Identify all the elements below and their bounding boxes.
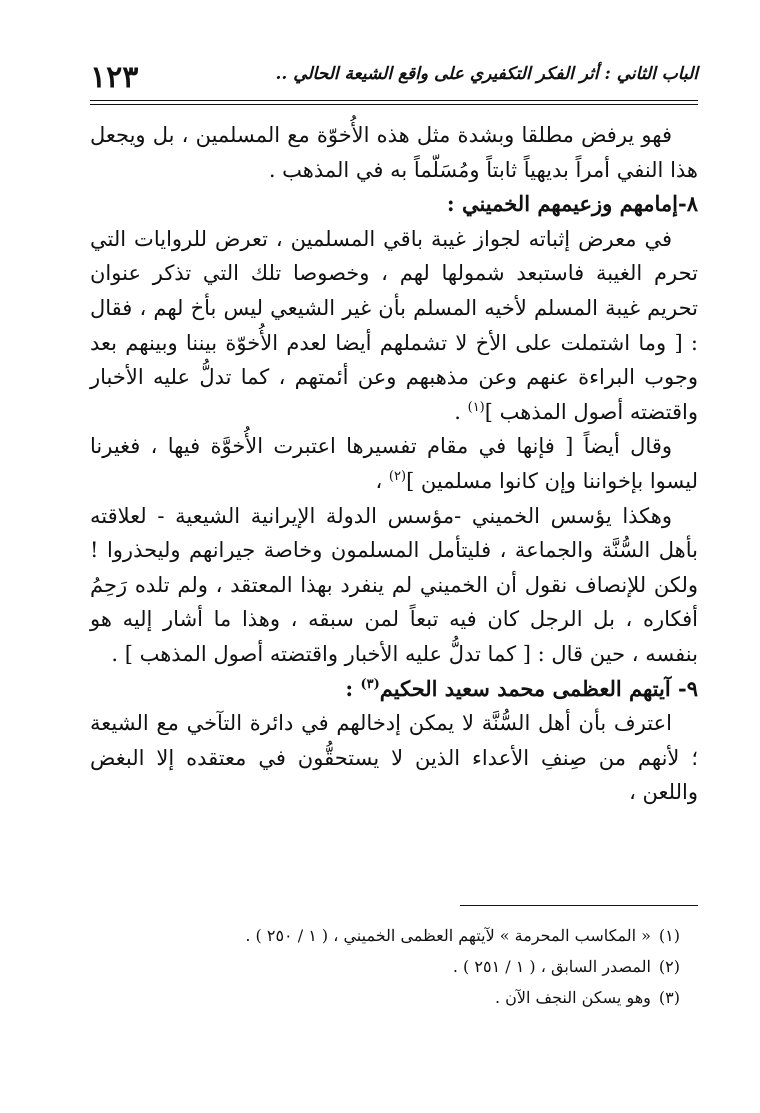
footnote-1 bbox=[90, 920, 680, 951]
running-header bbox=[90, 56, 698, 104]
heading-9-end: : bbox=[345, 675, 361, 701]
footnote-ref-1: (١) bbox=[467, 399, 485, 415]
footnote-text: المصدر السابق ، ( ١ / ٢٥١ ) . bbox=[452, 957, 651, 976]
paragraph-2-end: . bbox=[454, 399, 468, 424]
paragraph-3-end: ، bbox=[375, 468, 389, 493]
footnote-number: (٣) bbox=[658, 988, 680, 1007]
paragraph-1: فهو يرفض مطلقا وبشدة مثل هذه الأُخوّة مع المسلمين ، بل ويجعل هذا النفي أمراً بديهياً ثابتاً ومُسَلّماً به في المذهب . bbox=[90, 123, 698, 182]
paragraph-3 bbox=[90, 429, 698, 498]
page-number: ١٢٣ bbox=[90, 60, 139, 95]
footnote-3 bbox=[90, 982, 680, 1013]
paragraph-2-text: في معرض إثباته لجواز غيبة باقي المسلمين ، تعرض للروايات التي تحرم الغيبة فاستبعد شمولها لهم ، وخصوصا تلك التي تذكر عنوان تحريم غيبة المسلم لأخيه المسلم بأن غير الشيعي ليس بأخ لهم ، فقال : [ وما اشتملت على الأخ لا تشملهم أيضا لعدم الأُخوّة بيننا وبينهم بعد وجوب البراءة عنهم وعن مذهبهم وعن أئمتهم ، كما تدلُّ عليه الأخبار واقتضته أصول المذهب ] bbox=[90, 226, 698, 424]
main-text bbox=[90, 118, 698, 810]
paragraph-3-text: وقال أيضاً [ فإنها في مقام تفسيرها اعتبرت الأُخوَّة فيها ، فغيرنا ليسوا بإخواننا وإن كانوا مسلمين ] bbox=[90, 434, 698, 493]
footnote-text: « المكاسب المحرمة » لآيتهم العظمى الخميني ، ( ١ / ٢٥٠ ) . bbox=[245, 926, 651, 945]
footnote-2 bbox=[90, 951, 680, 982]
paragraph-2 bbox=[90, 222, 698, 430]
running-title: الباب الثاني : أثر الفكر التكفيري على واقع الشيعة الحالي .. bbox=[275, 64, 698, 84]
heading-8: ٨-إمامهم وزعيمهم الخميني : bbox=[446, 191, 698, 217]
footnotes bbox=[90, 920, 680, 1013]
heading-9 bbox=[90, 672, 698, 707]
footnote-text: وهو يسكن النجف الآن . bbox=[494, 988, 651, 1007]
paragraph-4: وهكذا يؤسس الخميني -مؤسس الدولة الإيرانية الشيعية - لعلاقته بأهل السُّنَّة والجماعة ، فليتأمل المسلمون وخاصة جيرانهم وليحذروا ! ولكن للإنصاف نقول أن الخميني لم ينفرد بهذا المعتقد ، ولم تلده رَحِمُ أفكاره ، بل الرجل كان فيه تبعاً لمن سبقه ، وهذا ما أشار إليه هو بنفسه ، حين قال : [ كما تدلُّ عليه الأخبار واقتضته أصول المذهب ] . bbox=[90, 503, 698, 666]
header-rule bbox=[90, 100, 698, 101]
paragraph-5: اعترف بأن أهل السُّنَّة لا يمكن إدخالهم في دائرة التآخي مع الشيعة ؛ لأنهم من صِنفِ الأعداء الذين لا يستحقُّون في معتقده إلا البغض واللعن ، bbox=[90, 711, 698, 805]
footnote-ref-2: (٢) bbox=[388, 468, 407, 484]
header-rule-thin bbox=[90, 104, 698, 105]
footnote-ref-3: (٣) bbox=[360, 676, 380, 692]
footnote-number: (٢) bbox=[658, 957, 680, 976]
footnote-number: (١) bbox=[658, 926, 680, 945]
heading-9-text: ٩- آيتهم العظمى محمد سعيد الحكيم bbox=[379, 675, 698, 701]
footnote-separator bbox=[460, 905, 698, 906]
